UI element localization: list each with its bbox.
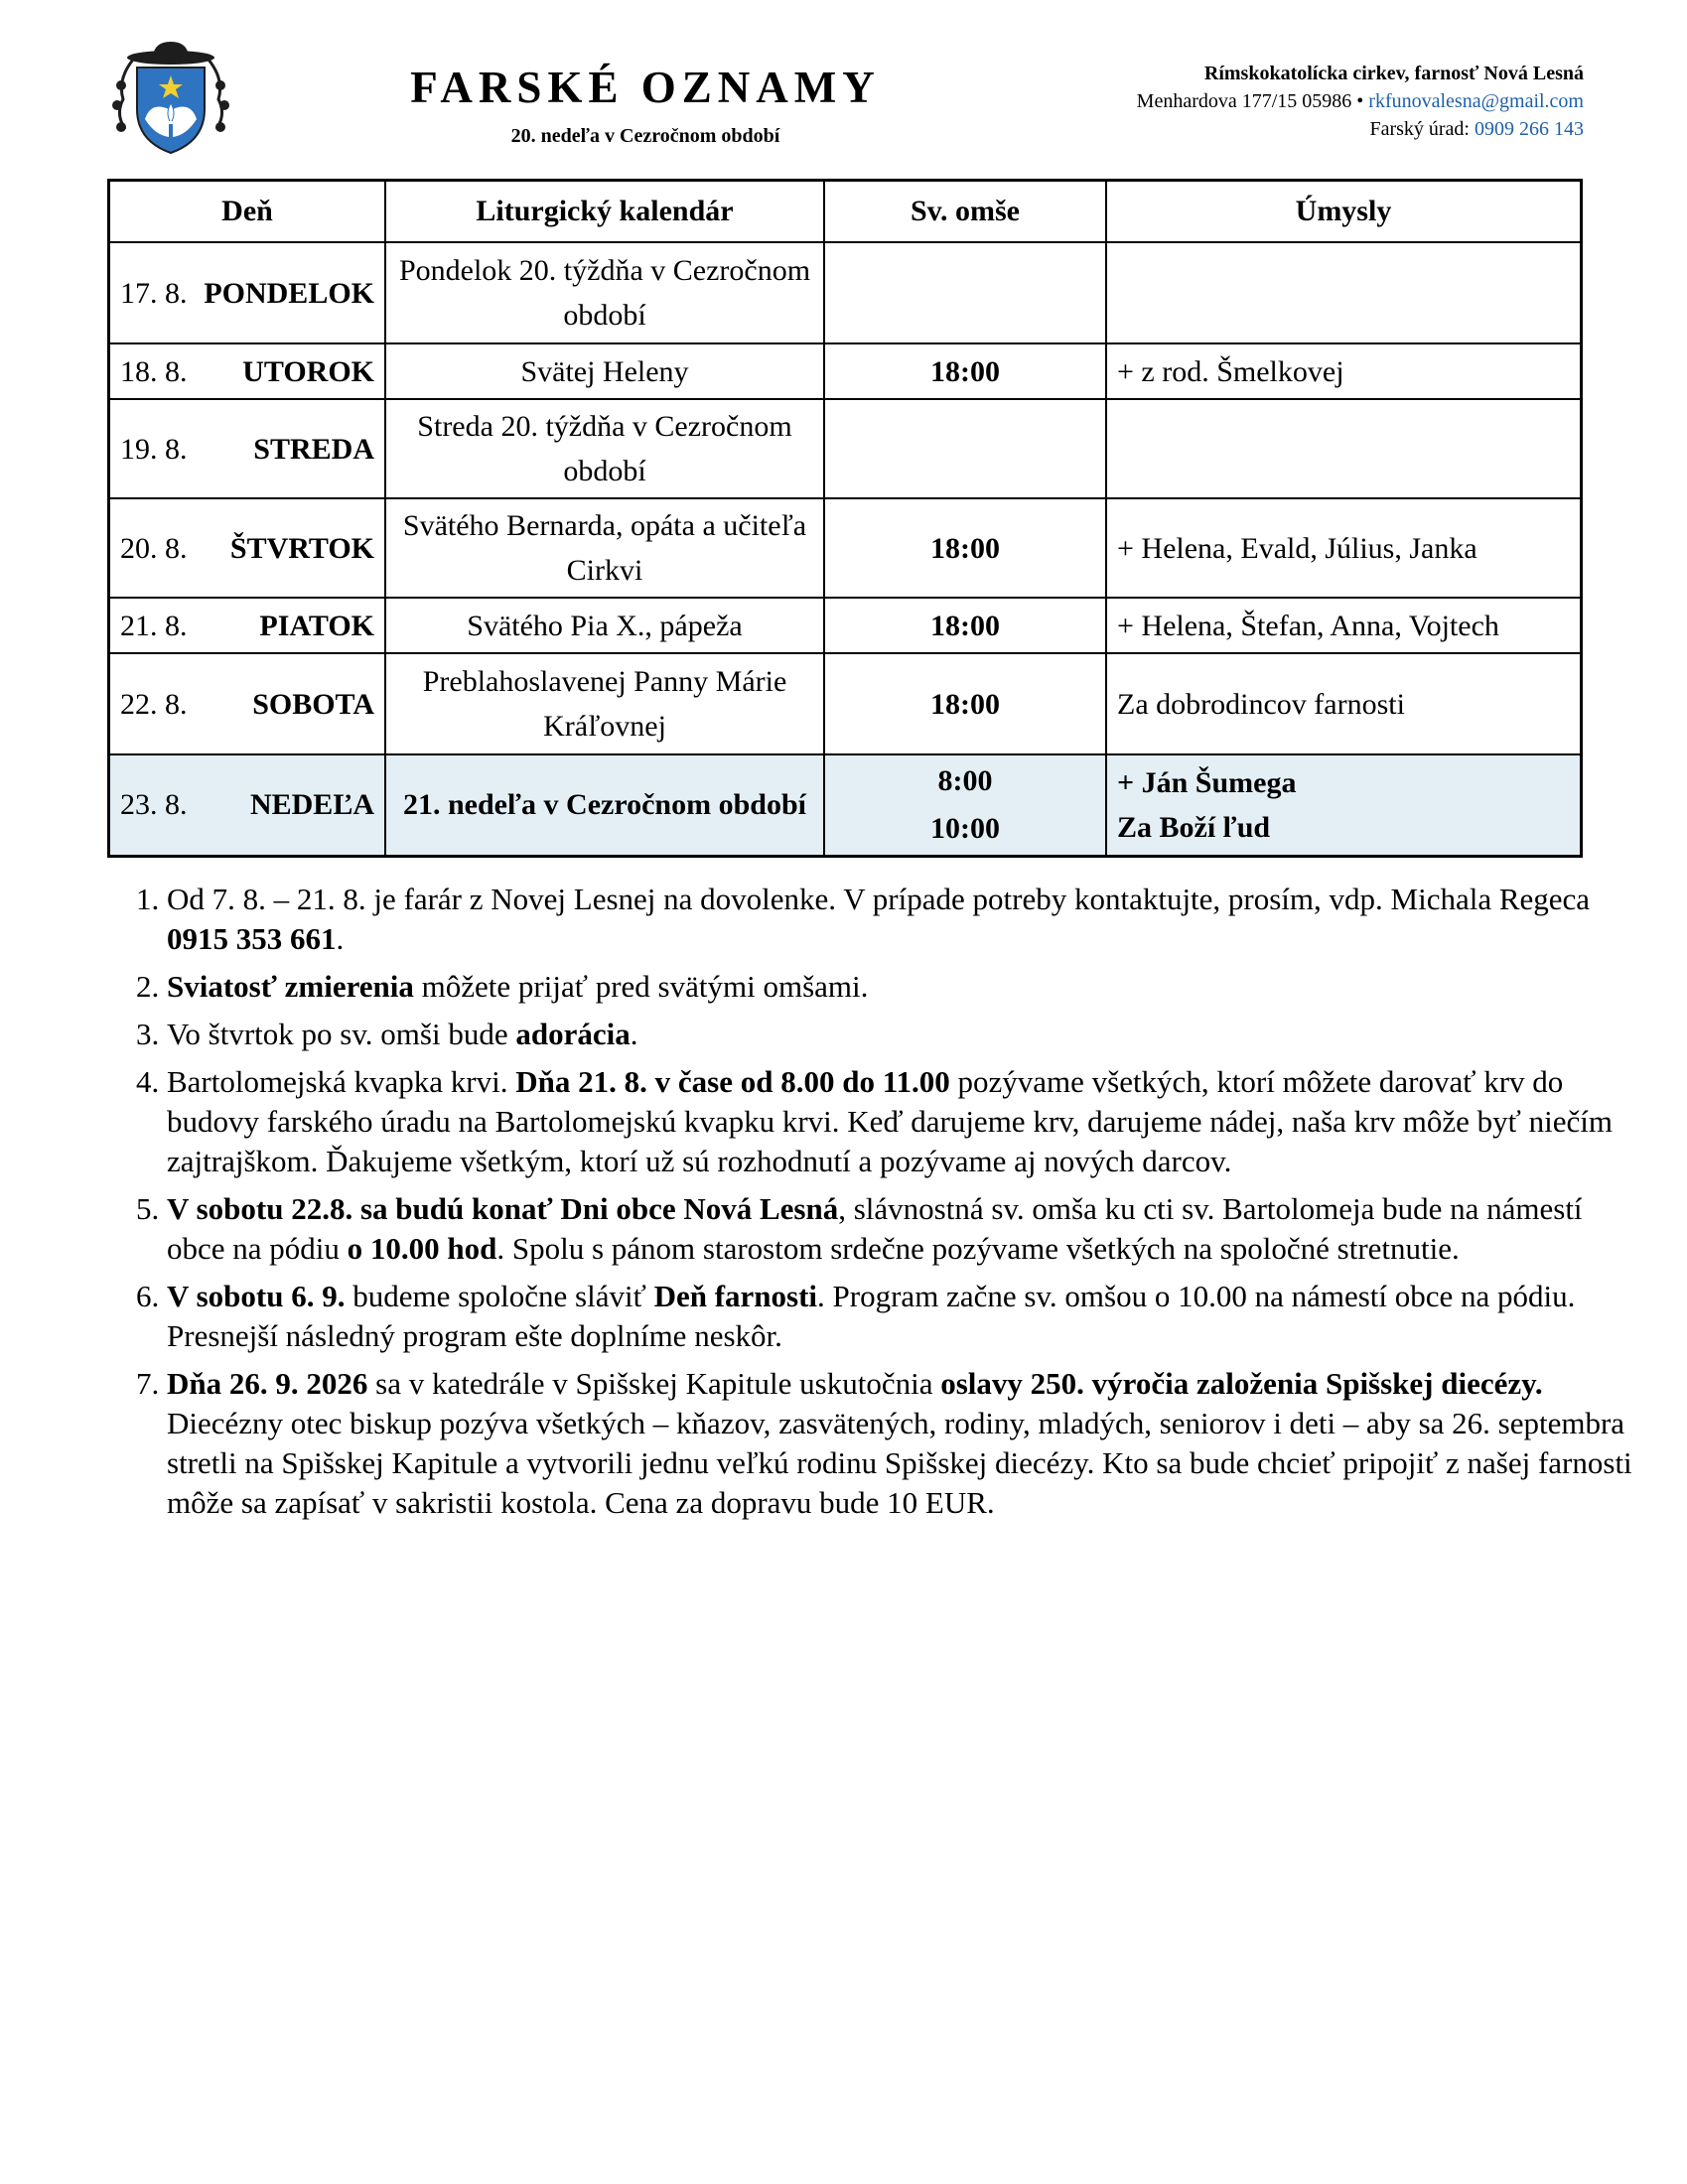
notices-list (87, 880, 1646, 1531)
day-cell (109, 754, 386, 856)
address: Menhardova 177/15 05986 • (1136, 90, 1364, 112)
intention-cell (1106, 653, 1582, 754)
notice-run-bold: V sobotu 22.8. sa budú konať Dni obce Nová Lesná (167, 1191, 839, 1226)
intention-text: + z rod. Šmelkovej (1117, 354, 1344, 388)
table-row (109, 343, 1582, 399)
organization-name: Rímskokatolícka cirkev, farnosť Nová Lesná (1203, 63, 1584, 84)
notice-run: . Program začne sv. omšou o 10.00 na námestí obce na pódiu. Presnejší následný program ešte doplníme neskôr. (167, 1279, 1576, 1353)
liturgy-cell: Svätého Bernarda, opáta a učiteľa Cirkvi (385, 498, 824, 598)
table-row (109, 498, 1582, 598)
notice-item (167, 1062, 1646, 1181)
notice-run: budeme spoločne sláviť (345, 1279, 654, 1313)
column-header-liturgy: Liturgický kalendár (385, 181, 824, 243)
notice-item (167, 880, 1646, 959)
notice-run: pozývame všetkých, ktorí môžete darovať krv do budovy farského úradu na Bartolomejskú kvapku krvi. Keď darujeme krv, darujeme nádej, naša krv môže byť niečím zajtrajškom. Ďakujeme všetkým, ktorí už sú rozhodnutí a pozývame aj nových darcov. (167, 1064, 1613, 1178)
day-date: 19. 8. (120, 432, 188, 466)
intention-cell (1106, 399, 1582, 498)
mass-cell (824, 754, 1106, 856)
day-name: NEDEĽA (249, 788, 374, 822)
intention-cell (1106, 242, 1582, 343)
notice-run-bold: Sviatosť zmierenia (167, 969, 414, 1004)
liturgy-cell: Svätej Heleny (385, 343, 824, 399)
table-row (109, 399, 1582, 498)
table-row-sunday (109, 754, 1582, 856)
office-label: Farský úrad: (1369, 118, 1470, 140)
mass-cell (824, 343, 1106, 399)
schedule-table (107, 179, 1583, 858)
mass-time: 8:00 (937, 763, 993, 797)
notice-run-bold: Dňa 26. 9. 2026 (167, 1366, 368, 1401)
contact-block (1137, 60, 1584, 143)
day-date: 20. 8. (120, 531, 188, 565)
day-name: SOBOTA (252, 687, 374, 721)
notice-item (167, 1189, 1646, 1269)
day-cell (109, 399, 386, 498)
mass-time: 18:00 (930, 609, 1000, 642)
notice-run: môžete prijať pred svätými omšami. (413, 969, 869, 1004)
day-date: 21. 8. (120, 609, 188, 642)
table-row (109, 653, 1582, 754)
intention-text: Za Boží ľud (1117, 810, 1271, 844)
mass-cell (824, 399, 1106, 498)
page-title: FARSKÉ OZNAMY (410, 63, 881, 112)
intention-cell (1106, 598, 1582, 653)
notice-item (167, 967, 1646, 1007)
intention-cell (1106, 754, 1582, 856)
day-date: 17. 8. (120, 276, 188, 310)
notice-item (167, 1364, 1646, 1523)
mass-time: 10:00 (930, 811, 1000, 845)
notice-run: Od 7. 8. – 21. 8. je farár z Novej Lesnej na dovolenke. V prípade potreby kontaktujte, prosím, vdp. Michala Regeca (167, 882, 1591, 916)
notice-run-bold: Dňa 21. 8. v čase od 8.00 do 11.00 (515, 1064, 950, 1099)
day-cell (109, 598, 386, 653)
notice-run-bold: oslavy 250. výročia založenia Spišskej diecézy. (940, 1366, 1543, 1401)
liturgy-cell: Streda 20. týždňa v Cezročnom období (385, 399, 824, 498)
mass-time: 18:00 (930, 531, 1000, 565)
table-header-row (109, 181, 1582, 243)
column-header-intentions: Úmysly (1106, 181, 1582, 243)
notice-run: sa v katedrále v Spišskej Kapitule uskutočnia (367, 1366, 941, 1401)
day-cell (109, 653, 386, 754)
notice-run-bold: Deň farnosti (653, 1279, 818, 1313)
notice-item (167, 1277, 1646, 1356)
day-name: PONDELOK (204, 276, 374, 310)
notice-run: , slávnostná sv. omša ku cti sv. Bartolomeja bude na námestí obce na pódiu (167, 1191, 1583, 1266)
day-name: PIATOK (259, 609, 374, 642)
office-phone[interactable]: 0909 266 143 (1475, 118, 1584, 140)
notice-run-bold: o 10.00 hod (347, 1231, 497, 1266)
column-header-masses: Sv. omše (824, 181, 1106, 243)
notice-run: Diecézny otec biskup pozýva všetkých – kňazov, zasvätených, rodiny, mladých, seniorov i deti – aby sa 26. septembra stretli na Spišskej Kapitule a vytvorili jednu veľkú rodinu Spišskej diecézy. Kto sa bude chcieť pripojiť z našej farnosti môže sa zapísať v sakristii kostola. Cena za dopravu bude 10 EUR. (167, 1406, 1632, 1520)
table-row (109, 598, 1582, 653)
day-name: STREDA (253, 432, 374, 466)
notice-item (167, 1015, 1646, 1054)
intention-text: + Helena, Štefan, Anna, Vojtech (1117, 609, 1499, 642)
day-cell (109, 242, 386, 343)
address-line (1137, 87, 1584, 115)
mass-cell (824, 653, 1106, 754)
day-cell (109, 343, 386, 399)
notice-run-bold: V sobotu 6. 9. (167, 1279, 346, 1313)
day-date: 23. 8. (120, 788, 188, 822)
notice-run: . Spolu s pánom starostom srdečne pozývame všetkých na spoločné stretnutie. (496, 1231, 1460, 1266)
intention-text: Za dobrodincov farnosti (1117, 687, 1405, 721)
liturgy-cell: Svätého Pia X., pápeža (385, 598, 824, 653)
mass-cell (824, 598, 1106, 653)
intention-cell (1106, 343, 1582, 399)
day-date: 22. 8. (120, 687, 188, 721)
table-row (109, 242, 1582, 343)
email-link[interactable]: rkfunovalesna@gmail.com (1368, 90, 1584, 112)
notice-run-bold: 0915 353 661 (167, 921, 337, 956)
intention-text: + Helena, Evald, Július, Janka (1117, 531, 1477, 565)
notice-run: . (336, 921, 345, 956)
mass-cell (824, 498, 1106, 598)
mass-time: 18:00 (930, 354, 1000, 388)
liturgy-cell: Pondelok 20. týždňa v Cezročnom období (385, 242, 824, 343)
day-name: ŠTVRTOK (229, 531, 374, 565)
notice-run: Bartolomejská kvapka krvi. (167, 1064, 516, 1099)
day-cell (109, 498, 386, 598)
title-block (357, 62, 933, 148)
column-header-day: Deň (109, 181, 386, 243)
page-subtitle: 20. nedeľa v Cezročnom období (510, 125, 780, 147)
day-name: UTOROK (242, 354, 374, 388)
liturgy-cell: 21. nedeľa v Cezročnom období (385, 754, 824, 856)
intention-text: + Ján Šumega (1117, 765, 1297, 799)
liturgy-cell: Preblahoslavenej Panny Márie Kráľovnej (385, 653, 824, 754)
office-line (1137, 115, 1584, 143)
intention-cell (1106, 498, 1582, 598)
parish-coat-of-arms-icon (103, 40, 238, 157)
notice-run: Vo štvrtok po sv. omši bude (167, 1017, 516, 1051)
mass-time: 18:00 (930, 687, 1000, 721)
notice-run-bold: adorácia (515, 1017, 631, 1051)
day-date: 18. 8. (120, 354, 188, 388)
notice-run: . (630, 1017, 638, 1051)
mass-cell (824, 242, 1106, 343)
